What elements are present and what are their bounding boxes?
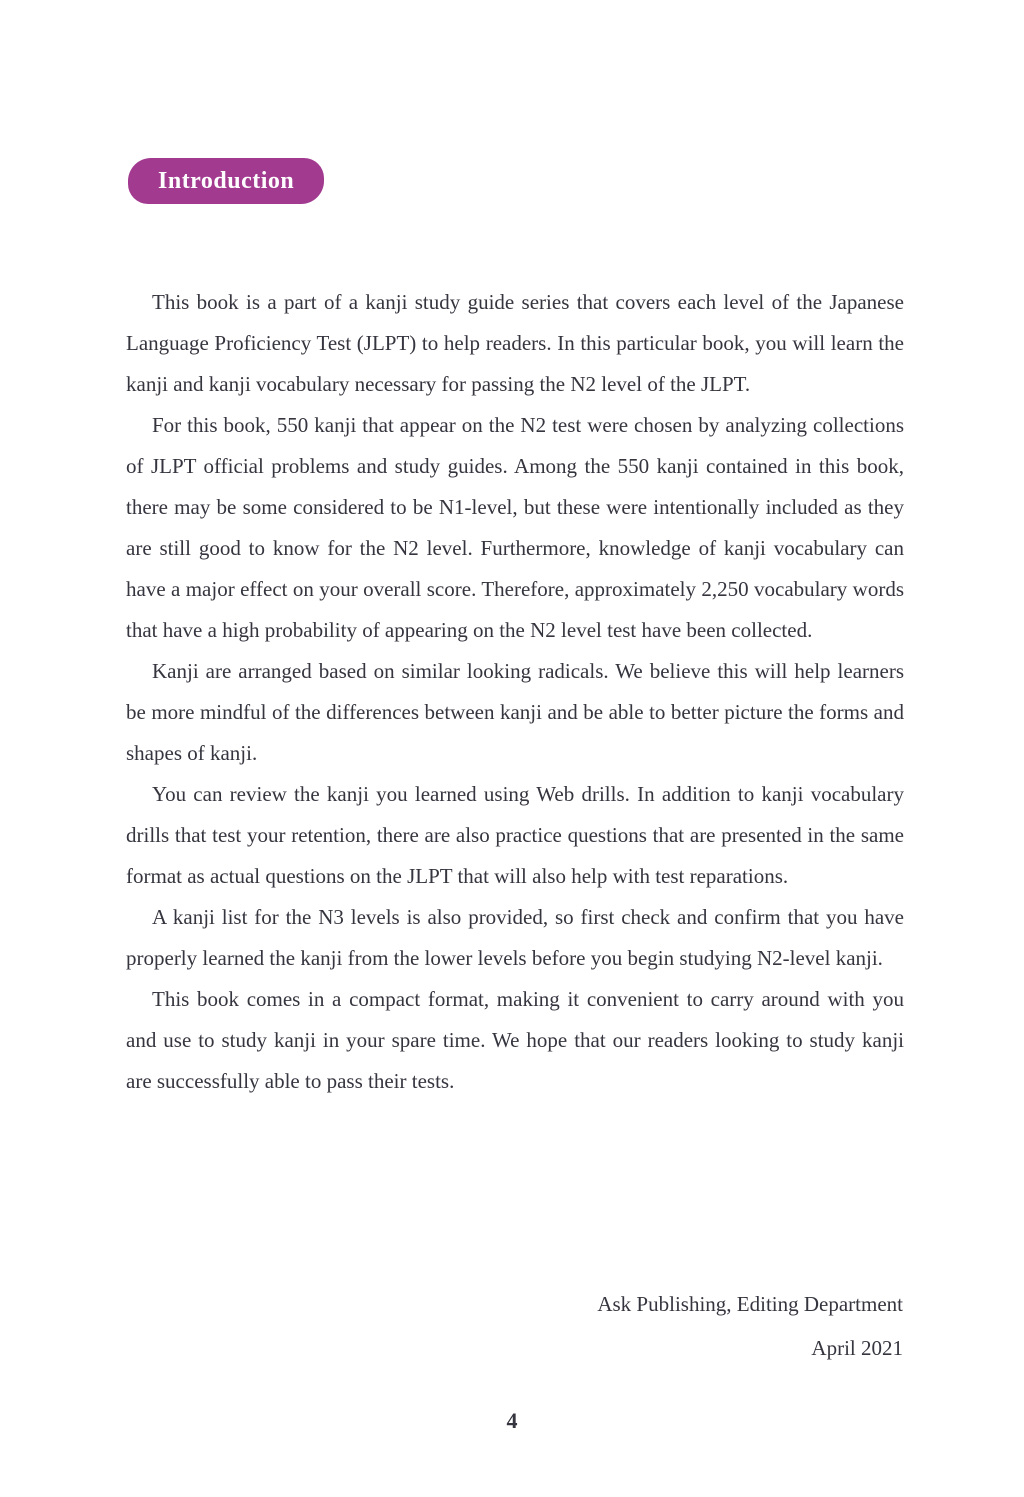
intro-paragraph-6: This book comes in a compact format, making it convenient to carry around with you and use to study kanji in your spare time. We hope that our readers looking to study kanji are successfully able to pass their tests.: [126, 987, 904, 1093]
intro-paragraph-1: This book is a part of a kanji study guide series that covers each level of the Japanese Language Proficiency Test (JLPT) to help readers. In this particular book, you will learn the kanji and kanji vocabulary necessary for passing the N2 level of the JLPT.: [126, 290, 904, 396]
signoff-block: [597, 1282, 903, 1370]
page-number: 4: [506, 1408, 518, 1433]
introduction-body: [126, 282, 904, 1102]
intro-paragraph-2: For this book, 550 kanji that appear on the N2 test were chosen by analyzing collections of JLPT official problems and study guides. Among the 550 kanji contained in this book, there may be some considered to be N1-level, but these were intentionally included as they are still good to know for the N2 level. Furthermore, knowledge of kanji vocabulary can have a major effect on your overall score. Therefore, approximately 2,250 vocabulary words that have a high probability of appearing on the N2 level test have been collected.: [126, 413, 904, 642]
intro-paragraph-3: Kanji are arranged based on similar looking radicals. We believe this will help learners be more mindful of the differences between kanji and be able to better picture the forms and shapes of kanji.: [126, 659, 904, 765]
signoff-date: April 2021: [811, 1336, 903, 1360]
intro-paragraph-5: A kanji list for the N3 levels is also provided, so first check and confirm that you have properly learned the kanji from the lower levels before you begin studying N2-level kanji.: [126, 905, 904, 970]
introduction-badge: Introduction: [128, 158, 324, 204]
intro-paragraph-4: You can review the kanji you learned using Web drills. In addition to kanji vocabulary drills that test your retention, there are also practice questions that are presented in the same format as actual questions on the JLPT that will also help with test reparations.: [126, 782, 904, 888]
signoff-publisher: Ask Publishing, Editing Department: [597, 1292, 903, 1316]
